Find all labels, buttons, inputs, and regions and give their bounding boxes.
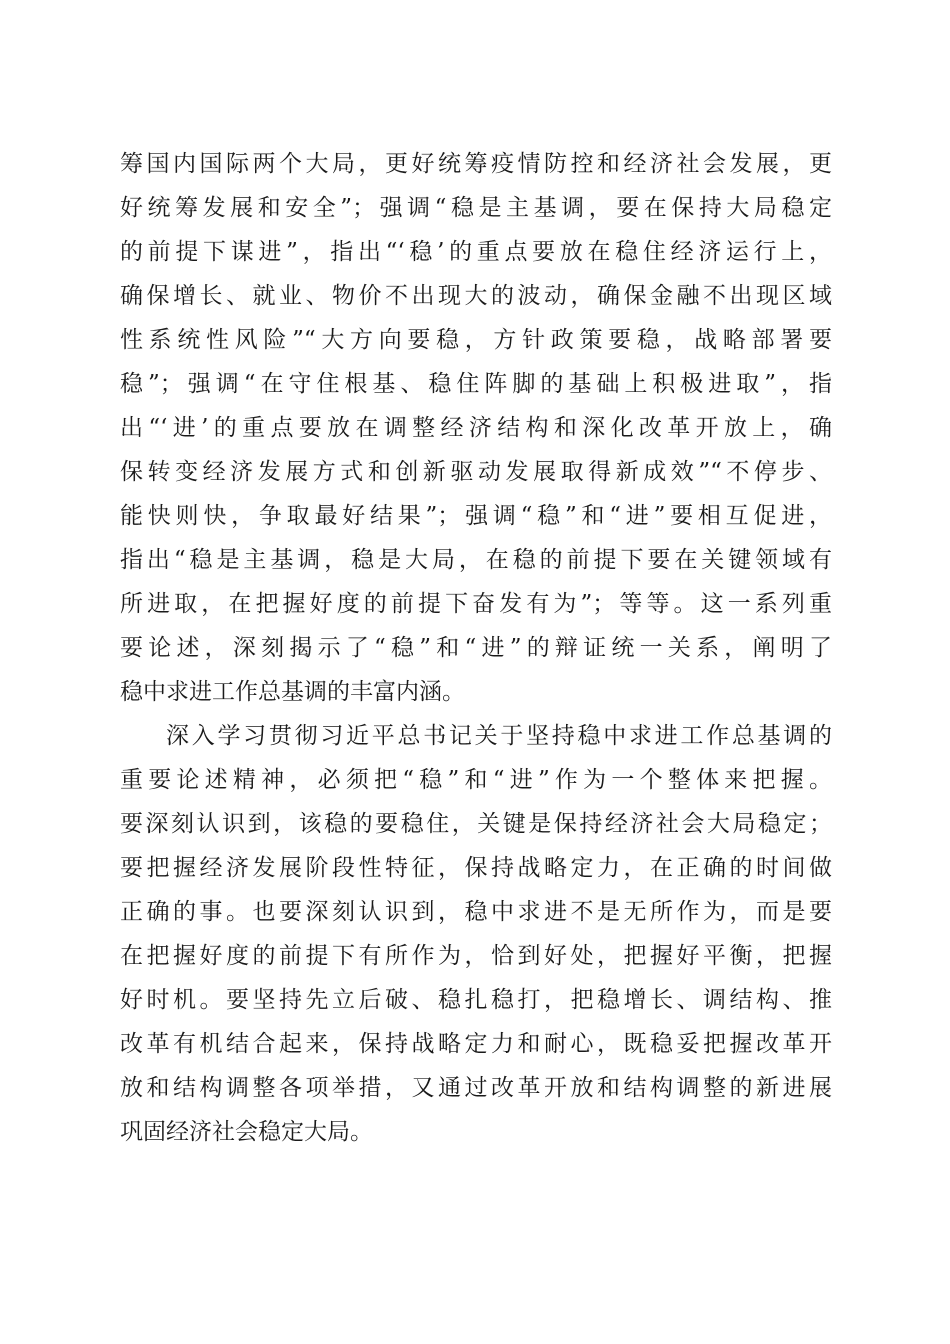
paragraph-line: 改革有机结合起来，保持战略定力和耐心，既稳妥把握改革开 xyxy=(120,1031,832,1057)
paragraph-line: 性系统性风险”“大方向要稳，方针政策要稳，战略部署要 xyxy=(120,327,832,353)
paragraph-line: 要论述，深刻揭示了“稳”和“进”的辩证统一关系，阐明了 xyxy=(120,635,832,661)
paragraph-line: 的前提下谋进”，指出“‘稳’的重点要放在稳住经济运行上， xyxy=(120,239,832,265)
paragraph-1 xyxy=(120,142,832,714)
paragraph-line: 能快则快，争取最好结果”；强调“稳”和“进”要相互促进， xyxy=(120,503,832,529)
paragraph-line: 保转变经济发展方式和创新驱动发展取得新成效”“不停步、 xyxy=(120,459,832,485)
paragraph-line: 所进取，在把握好度的前提下奋发有为”；等等。这一系列重 xyxy=(120,591,832,617)
paragraph-line: 稳”；强调“在守住根基、稳住阵脚的基础上积极进取”，指 xyxy=(120,371,832,397)
paragraph-line: 指出“稳是主基调，稳是大局，在稳的前提下要在关键领域有 xyxy=(120,547,832,573)
paragraph-line: 出“‘进’的重点要放在调整经济结构和深化改革开放上，确 xyxy=(120,415,832,441)
paragraph-line: 巩固经济社会稳定大局。 xyxy=(120,1119,373,1145)
paragraph-line: 要把握经济发展阶段性特征，保持战略定力，在正确的时间做 xyxy=(120,855,832,881)
paragraph-line: 确保增长、就业、物价不出现大的波动，确保金融不出现区域 xyxy=(120,283,832,309)
paragraph-line: 好时机。要坚持先立后破、稳扎稳打，把稳增长、调结构、推 xyxy=(120,987,832,1013)
paragraph-2 xyxy=(120,714,832,1154)
paragraph-line: 放和结构调整各项举措，又通过改革开放和结构调整的新进展 xyxy=(120,1075,832,1101)
paragraph-line: 稳中求进工作总基调的丰富内涵。 xyxy=(120,679,465,705)
paragraph-line: 深入学习贯彻习近平总书记关于坚持稳中求进工作总基调的 xyxy=(166,723,832,749)
paragraph-line: 筹国内国际两个大局，更好统筹疫情防控和经济社会发展，更 xyxy=(120,151,832,177)
document-body xyxy=(120,142,832,1154)
paragraph-line: 正确的事。也要深刻认识到，稳中求进不是无所作为，而是要 xyxy=(120,899,832,925)
paragraph-line: 在把握好度的前提下有所作为，恰到好处，把握好平衡，把握 xyxy=(120,943,832,969)
paragraph-line: 好统筹发展和安全”；强调“稳是主基调，要在保持大局稳定 xyxy=(120,195,832,221)
paragraph-line: 要深刻认识到，该稳的要稳住，关键是保持经济社会大局稳定； xyxy=(120,811,832,837)
paragraph-line: 重要论述精神，必须把“稳”和“进”作为一个整体来把握。 xyxy=(120,767,832,793)
